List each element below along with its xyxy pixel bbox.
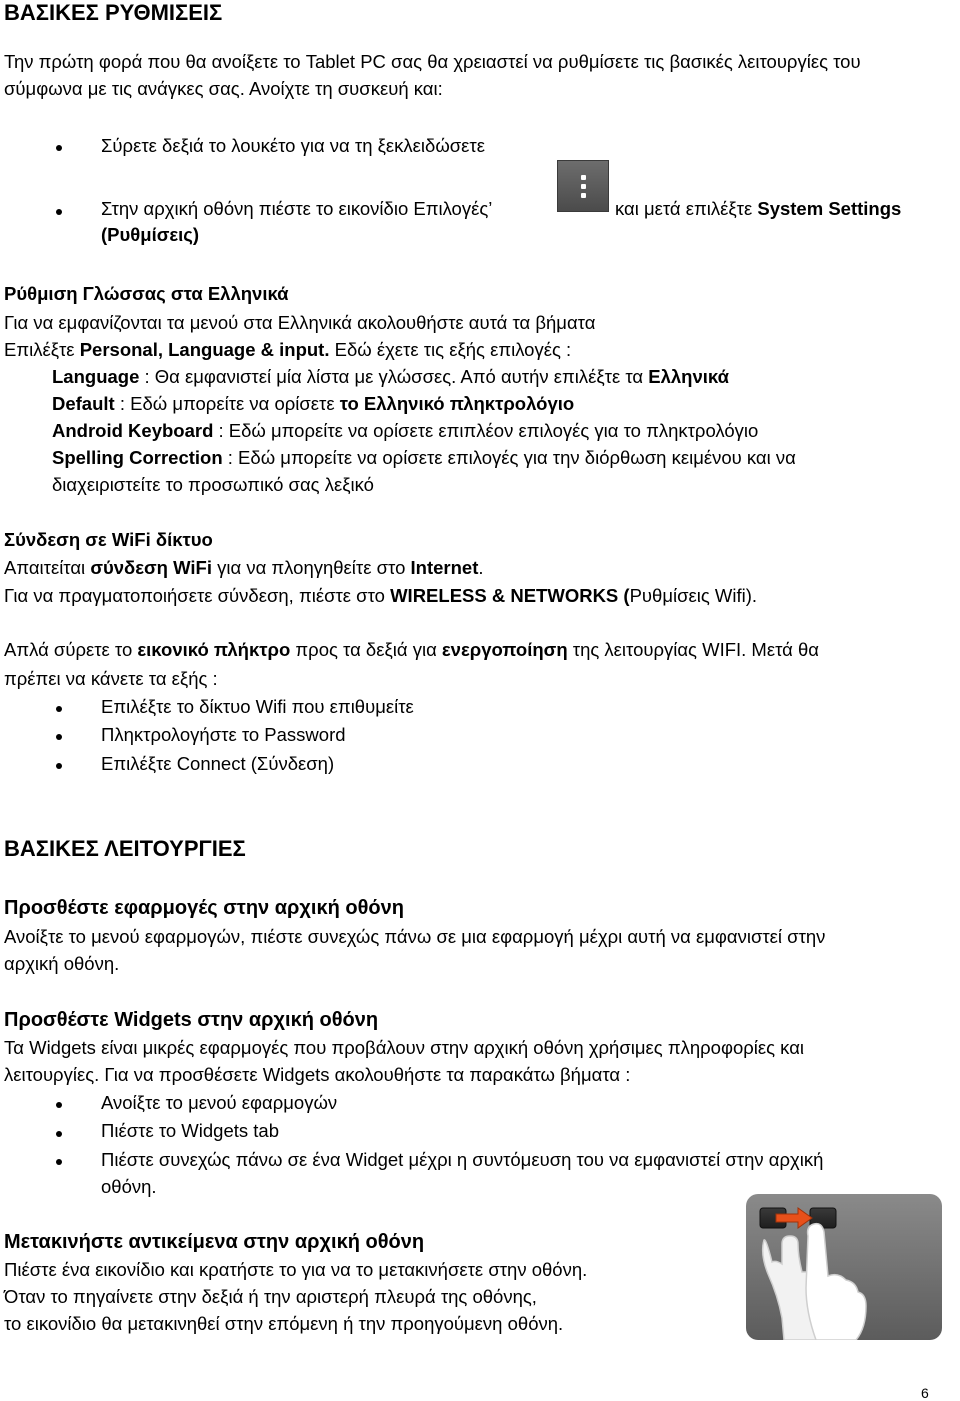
- move-line-2: Όταν το πηγαίνετε στην δεξιά ή την αριστερή πλευρά της οθόνης,: [4, 1286, 537, 1307]
- text-fragment: Απλά σύρετε το: [4, 639, 138, 660]
- text-fragment: για να πλοηγηθείτε στο: [212, 557, 411, 578]
- wifi-bullet-2: Πληκτρολογήστε το Password: [101, 724, 346, 745]
- lang-line-6: [52, 449, 796, 468]
- section-title-basic-settings: ΒΑΣΙΚΕΣ ΡΥΘΜΙΣΕΙΣ: [4, 0, 223, 25]
- text-fragment: : Θα εμφανιστεί μία λίστα με γλώσσες. Από αυτήν επιλέξτε τα: [139, 366, 649, 387]
- default-label: Default: [52, 393, 115, 414]
- bullet-dot: [56, 734, 62, 740]
- heading-move-items: Μετακινήστε αντικείμενα στην αρχική οθόνη: [4, 1231, 425, 1253]
- section-title-basic-functions: ΒΑΣΙΚΕΣ ΛΕΙΤΟΥΡΓΙΕΣ: [4, 836, 246, 861]
- widgets-bullet-2: Πιέστε το Widgets tab: [101, 1120, 279, 1141]
- text-fragment: : Εδώ μπορείτε να ορίσετε: [114, 393, 340, 414]
- text-fragment: : Εδώ μπορείτε να ορίσετε επιπλέον επιλογές για το πληκτρολόγιο: [213, 420, 759, 441]
- bullet-unlock: Σύρετε δεξιά το λουκέτο για να τη ξεκλειδώσετε: [101, 135, 485, 156]
- move-line-1: Πιέστε ένα εικονίδιο και κρατήστε το για να το μετακινήσετε στην οθόνη.: [4, 1259, 588, 1280]
- text-fragment: Εδώ έχετε τις εξής επιλογές :: [329, 339, 572, 360]
- wifi-connection-label: σύνδεση WiFi: [90, 557, 212, 578]
- text-fragment: Για να πραγματοποιήσετε σύνδεση, πιέστε στο: [4, 585, 391, 606]
- heading-wifi: Σύνδεση σε WiFi δίκτυο: [4, 529, 213, 550]
- page-number: 6: [921, 1385, 929, 1401]
- text-fragment: Επιλέξτε: [4, 339, 80, 360]
- text-fragment: Απαιτείται: [4, 557, 91, 578]
- wireless-networks-label: WIRELESS & NETWORKS (: [390, 585, 630, 606]
- widgets-bullet-1: Ανοίξτε το μενού εφαρμογών: [101, 1092, 338, 1113]
- lang-line-1: Για να εμφανίζονται τα μενού στα Ελληνικά ακολουθήστε αυτά τα βήματα: [4, 312, 596, 333]
- wifi-line-4: πρέπει να κάνετε τα εξής :: [4, 668, 218, 689]
- personal-language-input: Personal, Language & input.: [79, 339, 330, 360]
- text-fragment: της λειτουργίας WIFI. Μετά θα: [567, 639, 819, 660]
- language-label: Language: [52, 366, 140, 387]
- move-line-3: το εικονίδιο θα μετακινηθεί στην επόμενη ή την προηγούμενη οθόνη.: [4, 1313, 564, 1334]
- virtual-key-label: εικονικό πλήκτρο: [137, 639, 291, 660]
- wifi-bullet-1: Επιλέξτε το δίκτυο Wifi που επιθυμείτε: [101, 696, 414, 717]
- apps-line-1: Ανοίξτε το μενού εφαρμογών, πιέστε συνεχώς πάνω σε μια εφαρμογή μέχρι αυτή να εμφανιστεί στην: [4, 926, 826, 947]
- settings-label: (Ρυθμίσεις): [101, 224, 200, 245]
- drag-gesture-illustration: [746, 1194, 942, 1340]
- system-settings-label: System Settings: [757, 198, 902, 219]
- intro-line-1: Την πρώτη φορά που θα ανοίξετε το Tablet PC σας θα χρειαστεί να ρυθμίσετε τις βασικές λειτουργίες του: [4, 51, 861, 72]
- heading-add-apps: Προσθέστε εφαρμογές στην αρχική οθόνη: [4, 897, 404, 919]
- lang-line-7: διαχειριστείτε το προσωπικό σας λεξικό: [52, 474, 374, 495]
- android-keyboard-label: Android Keyboard: [52, 420, 214, 441]
- activation-label: ενεργοποίηση: [441, 639, 568, 660]
- text-fragment: και μετά επιλέξτε: [615, 198, 758, 219]
- greek-label: Ελληνικά: [648, 366, 729, 387]
- text-fragment: .: [478, 557, 484, 578]
- widgets-line-2: λειτουργίες. Για να προσθέσετε Widgets ακολουθήστε τα παρακάτω βήματα :: [4, 1064, 631, 1085]
- bullet-dot: [56, 763, 62, 769]
- intro-line-2: σύμφωνα με τις ανάγκες σας. Ανοίχτε τη συσκευή και:: [4, 78, 443, 99]
- bullet-dot: [56, 706, 62, 712]
- bullet-dot: [56, 1131, 62, 1137]
- wifi-line-3: [4, 641, 819, 660]
- text-fragment: Ρυθμίσεις Wifi).: [629, 585, 758, 606]
- lang-line-2: [4, 341, 571, 360]
- wifi-line-2: [4, 587, 757, 606]
- apps-line-2: αρχική οθόνη.: [4, 953, 120, 974]
- widgets-line-1: Τα Widgets είναι μικρές εφαρμογές που προβάλουν στην αρχική οθόνη χρήσιμες πληροφορίες και: [4, 1037, 805, 1058]
- bullet-system-settings: [615, 200, 901, 219]
- heading-add-widgets: Προσθέστε Widgets στην αρχική οθόνη: [4, 1009, 379, 1031]
- text-fragment: : Εδώ μπορείτε να ορίσετε επιλογές για την διόρθωση κειμένου και να: [222, 447, 796, 468]
- wifi-bullet-3: Επιλέξτε Connect (Σύνδεση): [101, 753, 335, 774]
- bullet-dot: [56, 1102, 62, 1108]
- greek-keyboard-label: το Ελληνικό πληκτρολόγιο: [339, 393, 575, 414]
- bullet-dot: [56, 1159, 62, 1165]
- lang-line-5: [52, 422, 758, 441]
- heading-language: Ρύθμιση Γλώσσας στα Ελληνικά: [4, 283, 289, 304]
- text-fragment: προς τα δεξιά για: [290, 639, 442, 660]
- widgets-bullet-3: Πιέστε συνεχώς πάνω σε ένα Widget μέχρι η συντόμευση του να εμφανιστεί στην αρχική: [101, 1149, 824, 1170]
- bullet-dot: [56, 145, 62, 151]
- widgets-bullet-3-cont: οθόνη.: [101, 1176, 157, 1197]
- internet-label: Internet: [410, 557, 479, 578]
- bullet-options-text: Στην αρχική οθόνη πιέστε το εικονίδιο Επιλογές’: [101, 198, 493, 219]
- lang-line-3: [52, 368, 729, 387]
- wifi-line-1: [4, 559, 484, 578]
- spelling-correction-label: Spelling Correction: [52, 447, 223, 468]
- overflow-menu-icon: [557, 160, 609, 212]
- bullet-dot: [56, 209, 62, 215]
- lang-line-4: [52, 395, 574, 414]
